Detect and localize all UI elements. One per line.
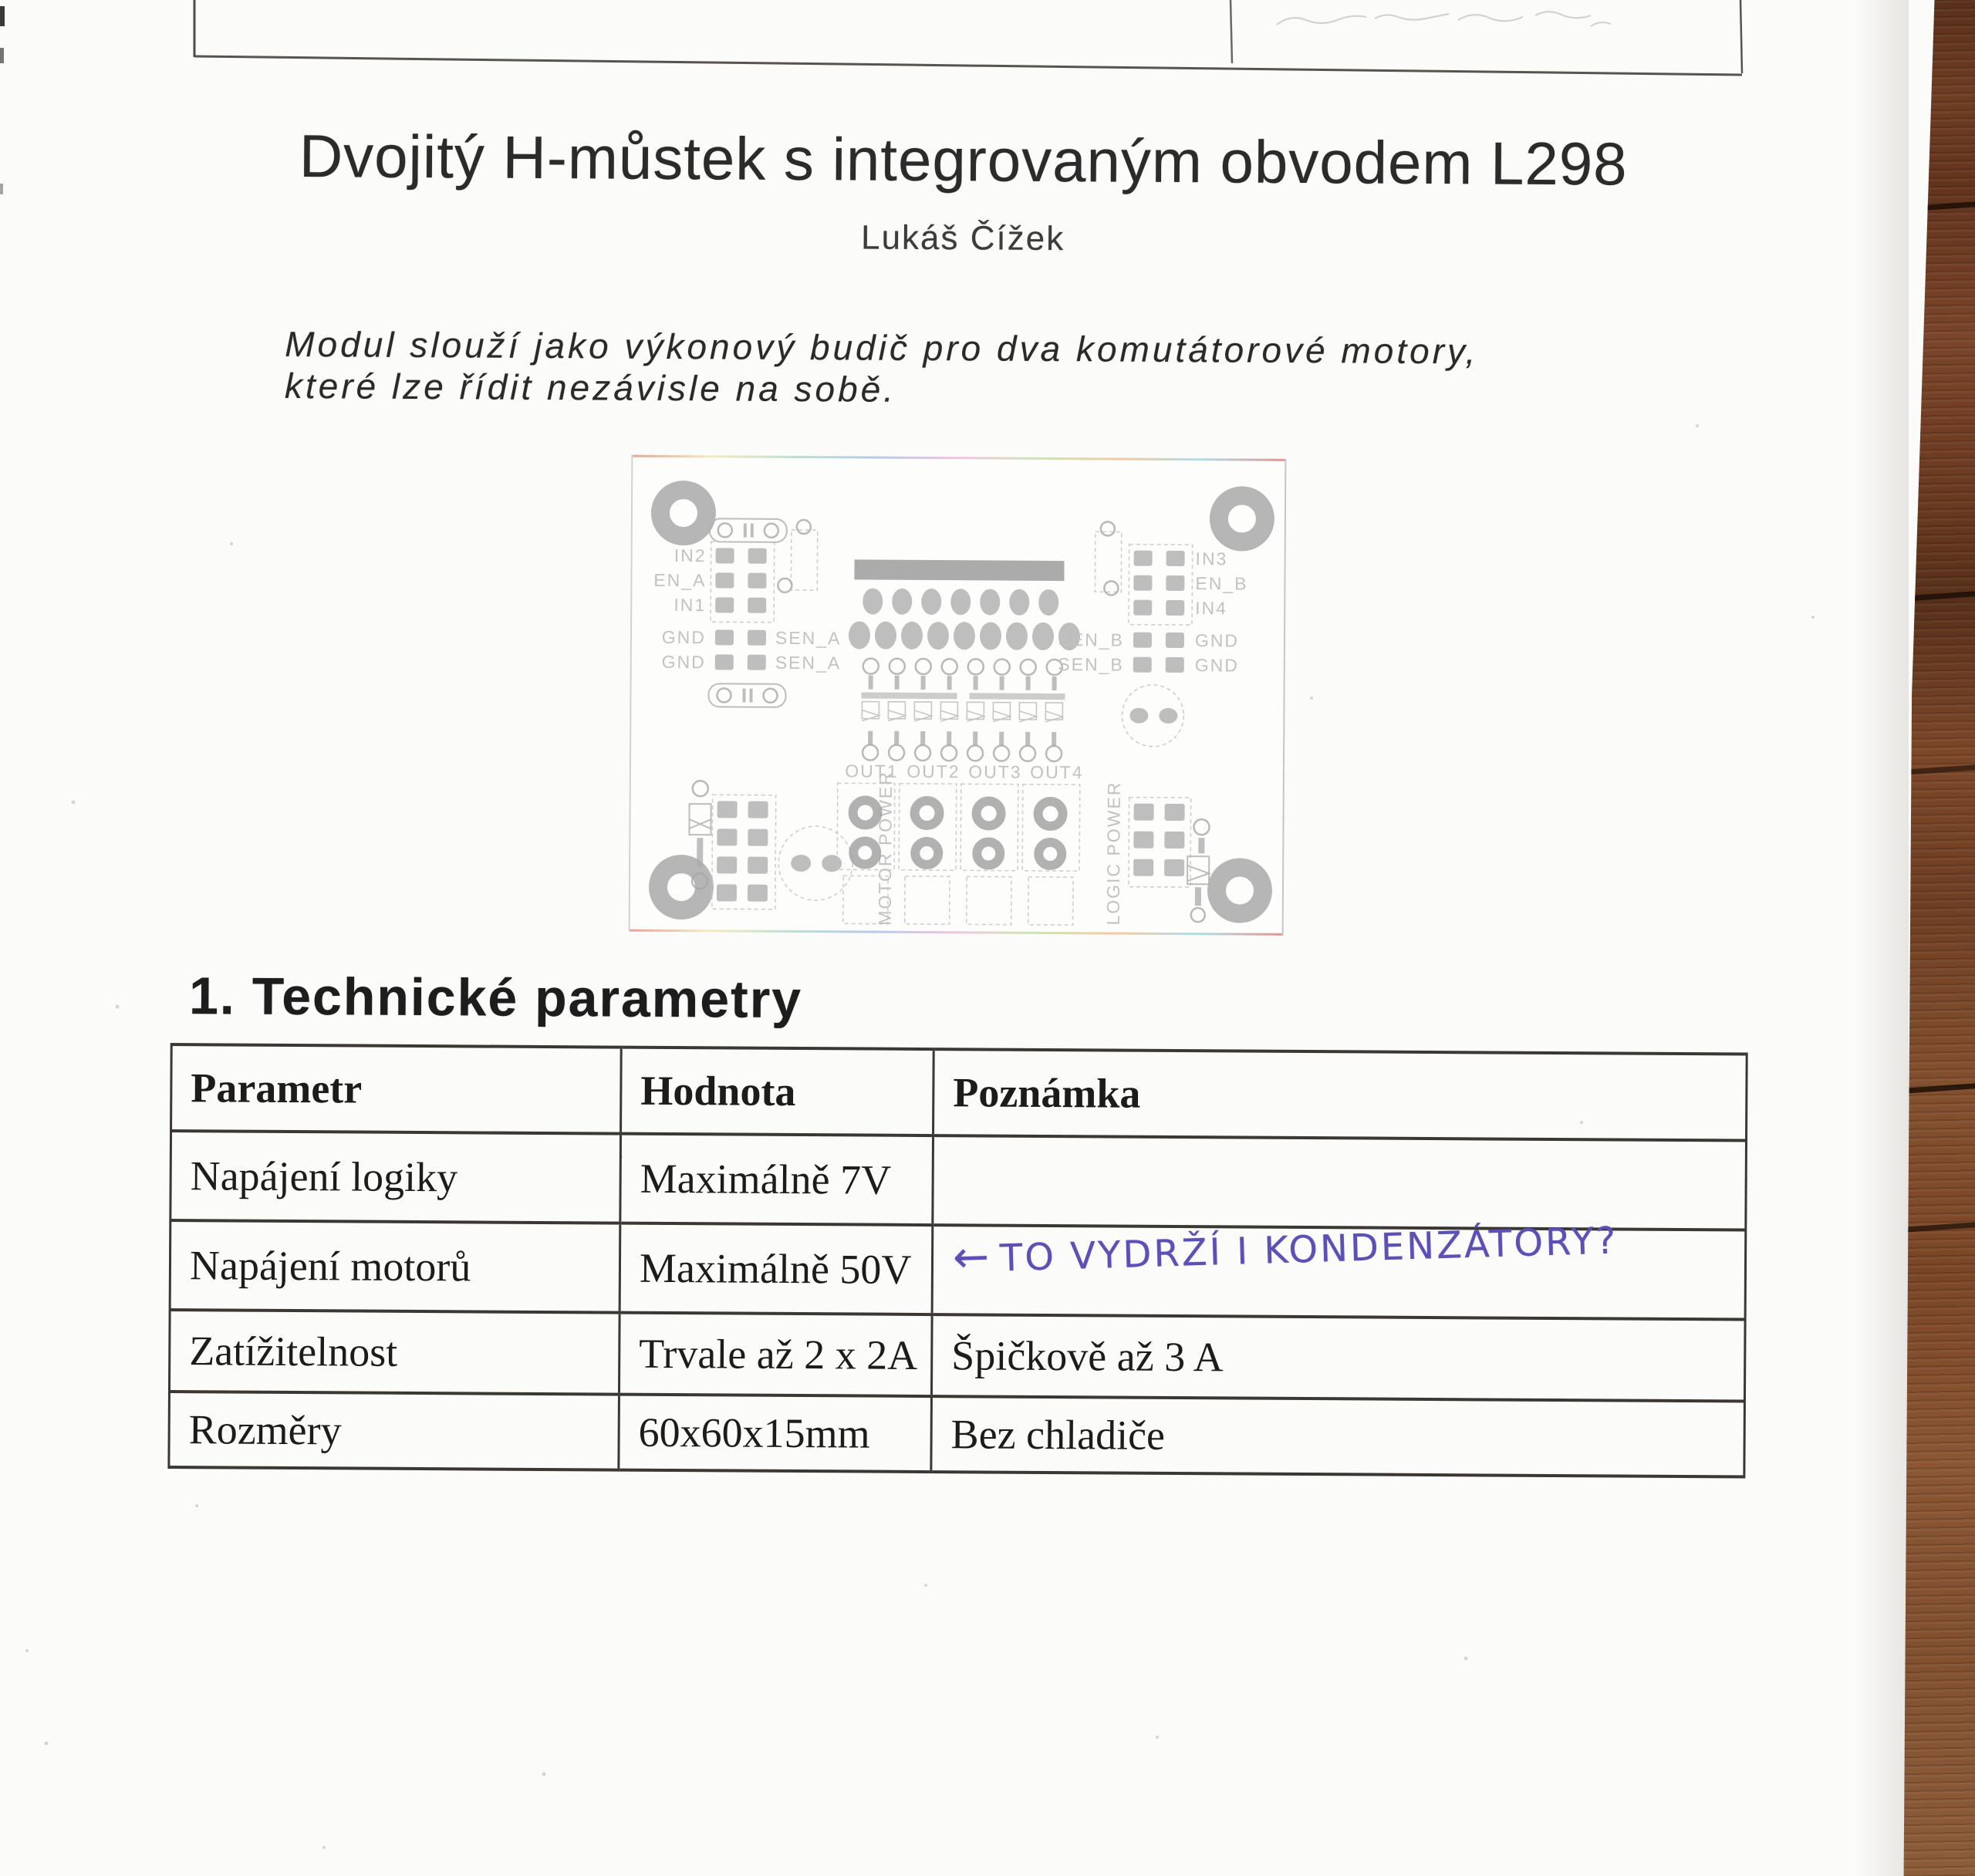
right-input-header <box>1129 545 1248 626</box>
table-row <box>169 1310 1745 1401</box>
cell-parametr: Rozměry <box>169 1392 620 1470</box>
parameters-table-wrap <box>167 1043 1745 1478</box>
cell-parametr: Napájení motorů <box>170 1220 620 1313</box>
cell-parametr: Napájení logiky <box>170 1131 621 1223</box>
out-labels <box>845 761 1083 782</box>
left-gnd-sense-header <box>661 627 841 707</box>
sen-a-label-2: SEN_A <box>775 652 842 673</box>
pin-label-en-a: EN_A <box>653 569 707 591</box>
l298-ic-footprint <box>849 559 1081 650</box>
col-header-hodnota: Hodnota <box>621 1048 934 1135</box>
via-row-lower <box>863 731 1062 762</box>
intro-line-1: Modul slouží jako výkonový budič pro dva komutátorové motory, <box>285 323 1479 372</box>
diode-row <box>862 701 1062 722</box>
out3-label: OUT3 <box>968 761 1022 782</box>
right-bottom-cluster <box>1129 798 1210 923</box>
document-title: Dvojitý H-můstek s integrovaným obvodem L298 <box>299 122 1628 198</box>
handwritten-note-text: TO VYDRŽÍ I KONDENZÁTORY? <box>999 1219 1619 1280</box>
logic-power-label: LOGIC POWER <box>1102 781 1124 926</box>
intro-line-2: které lze řídit nezávisle na sobě. <box>284 366 897 410</box>
table-row <box>170 1131 1747 1230</box>
section-heading: 1. Technické parametry <box>188 967 803 1030</box>
gnd-label-left-1: GND <box>661 626 707 648</box>
sen-b-label-1: SEN_B <box>1058 629 1125 650</box>
cell-hodnota: 60x60x15mm <box>619 1395 932 1472</box>
cell-hodnota: Maximálně 7V <box>620 1134 933 1225</box>
pin-label-in3: IN3 <box>1195 548 1228 569</box>
pin-label-en-b: EN_B <box>1195 573 1248 594</box>
right-gnd-sense-header <box>1058 629 1239 747</box>
cell-poznamka: Špičkově až 3 A <box>931 1314 1745 1401</box>
pin-label-in4: IN4 <box>1195 598 1228 619</box>
diode-network <box>861 658 1065 761</box>
table-row <box>169 1392 1745 1476</box>
output-terminal-blocks <box>837 783 1080 925</box>
col-header-poznamka: Poznámka <box>933 1049 1747 1140</box>
intro-paragraph <box>285 323 1479 414</box>
paper-edge-shadow <box>1855 0 1909 1876</box>
gnd-label-right-2: GND <box>1194 655 1239 676</box>
via-row-upper <box>863 659 1062 691</box>
pin-label-in2: IN2 <box>674 545 707 566</box>
col-header-parametr: Parametr <box>171 1044 622 1134</box>
cell-hodnota: Maximálně 50V <box>620 1223 933 1314</box>
gnd-label-left-2: GND <box>661 651 706 673</box>
right-top-connector <box>1095 521 1122 595</box>
sen-b-label-2: SEN_B <box>1058 654 1124 675</box>
motor-power-label: MOTOR POWER <box>874 771 896 926</box>
pcb-drawing <box>630 455 1285 936</box>
document-author: Lukáš Čížek <box>860 218 1065 258</box>
out4-label: OUT4 <box>1030 761 1084 783</box>
cell-hodnota: Trvale až 2 x 2A <box>619 1313 932 1396</box>
cell-poznamka <box>933 1135 1747 1230</box>
cell-parametr: Zatížitelnost <box>169 1310 620 1395</box>
sen-a-label-1: SEN_A <box>775 627 842 649</box>
table-header-row <box>171 1044 1747 1140</box>
cell-poznamka: Bez chladiče <box>931 1396 1745 1476</box>
pin-label-in1: IN1 <box>674 595 707 616</box>
handwritten-arrow-icon: ← <box>952 1231 990 1284</box>
gnd-label-right-1: GND <box>1194 630 1240 651</box>
out1-label: OUT1 <box>845 761 899 781</box>
left-input-header <box>653 542 775 623</box>
pcb-layout-figure <box>629 455 1287 936</box>
out2-label: OUT2 <box>906 761 960 782</box>
